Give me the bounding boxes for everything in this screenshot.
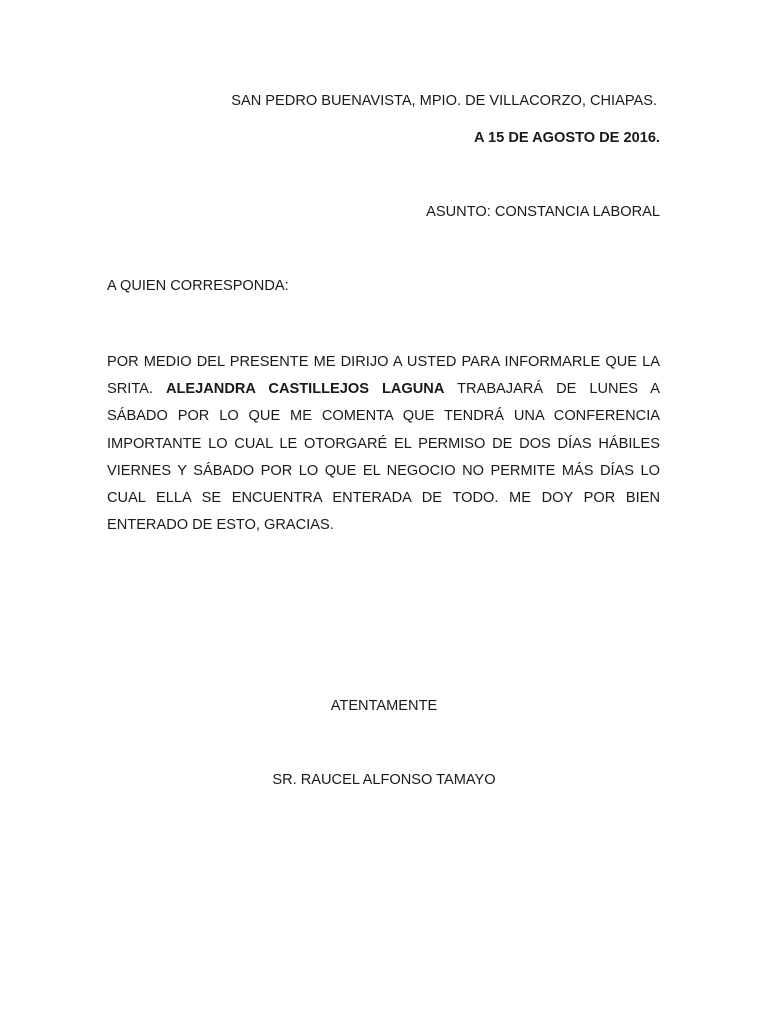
letter-closing: ATENTAMENTE <box>330 698 438 714</box>
letter-salutation: A QUIEN CORRESPONDA: <box>107 278 289 294</box>
letter-place: SAN PEDRO BUENAVISTA, MPIO. DE VILLACORZO, CHIAPAS. <box>231 93 657 109</box>
letter-subject: ASUNTO: CONSTANCIA LABORAL <box>426 204 660 220</box>
letter-signer: SR. RAUCEL ALFONSO TAMAYO <box>272 772 496 788</box>
body-text-intro: POR MEDIO DEL PRESENTE ME DIRIJO A USTED PARA INFORMARLE QUE LA SRITA. <box>107 354 660 398</box>
letter-date: A 15 DE AGOSTO DE 2016. <box>473 130 660 146</box>
letter-body <box>107 349 660 539</box>
employee-name: ALEJANDRA CASTILLEJOS LAGUNA <box>165 381 445 398</box>
body-text-rest: TRABAJARÁ DE LUNES A SÁBADO POR LO QUE ME COMENTA QUE TENDRÁ UNA CONFERENCIA IMPORTANTE LO CUAL LE OTORGARÉ EL PERMISO DE DOS DÍAS HÁBILES VIERNES Y SÁBADO POR LO QUE EL NEGOCIO NO PERMITE MÁS DÍAS LO CUAL ELLA SE ENCUENTRA ENTERADA DE TODO. ME DOY POR BIEN ENTERADO DE ESTO, GRACIAS. <box>107 381 660 534</box>
